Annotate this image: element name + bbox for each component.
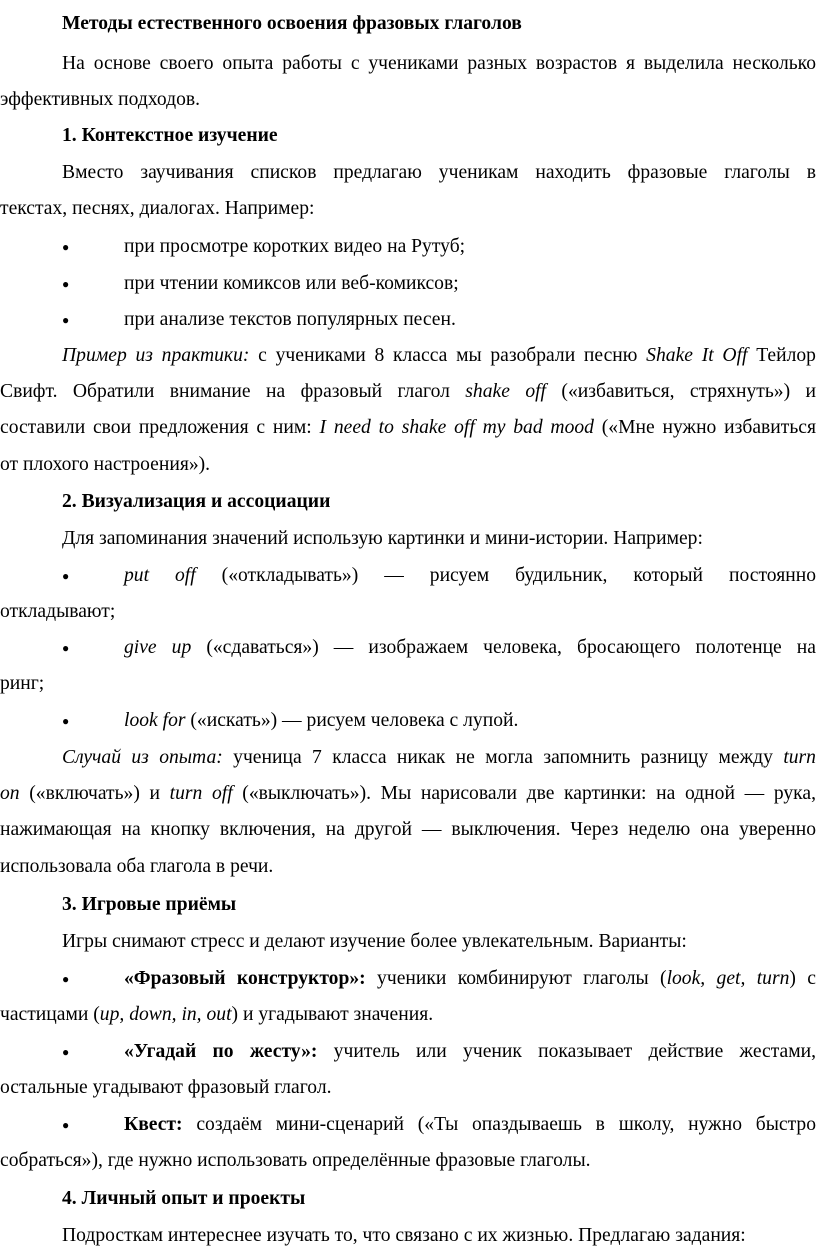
list-item: ● при просмотре коротких видео на Рутуб; <box>0 229 816 265</box>
list-item: ● при чтении комиксов или веб-комиксов; <box>0 266 816 302</box>
bullet-icon: ● <box>62 313 70 327</box>
bullet-icon: ● <box>62 714 70 728</box>
section-1-paragraph: Вместо заучивания списков предлагаю ученикам находить фразовые глаголы в текстах, песнях, диалогах. Например: <box>0 162 816 220</box>
list-item: ● give up («сдаваться») — изображаем человека, бросающего полотенце на ринг; <box>0 630 816 702</box>
document-title: Методы естественного освоения фразовых глаголов <box>62 13 522 34</box>
bullet-icon: ● <box>62 1118 70 1132</box>
intro-paragraph: На основе своего опыта работы с учениками разных возрастов я выделила несколько эффективных подходов. <box>0 53 816 111</box>
section-1-heading: 1. Контекстное изучение <box>62 125 278 146</box>
bullet-icon: ● <box>62 641 70 655</box>
bullet-icon: ● <box>62 569 70 583</box>
list-item: ● при анализе текстов популярных песен. <box>0 302 816 338</box>
section-4-heading: 4. Личный опыт и проекты <box>62 1188 306 1209</box>
bullet-icon: ● <box>62 240 70 254</box>
section-4-paragraph: Подросткам интереснее изучать то, что связано с их жизнью. Предлагаю задания: <box>62 1225 746 1246</box>
section-2-paragraph: Для запоминания значений использую картинки и мини-истории. Например: <box>62 528 703 549</box>
bullet-icon: ● <box>62 972 70 986</box>
section-3-heading: 3. Игровые приёмы <box>62 894 237 915</box>
section-2-case-paragraph: Случай из опыта: ученица 7 класса никак не могла запомнить разницу между turn on («включать») и turn off («выключать»). Мы нарисовали две картинки: на одной — рука, нажимающая на кнопку включения, на другой — выключения. Через неделю она уверенно использовала оба глагола в речи. <box>0 747 816 877</box>
section-3-paragraph: Игры снимают стресс и делают изучение более увлекательным. Варианты: <box>62 931 687 952</box>
bullet-icon: ● <box>62 277 70 291</box>
section-1-example-paragraph: Пример из практики: с учениками 8 класса мы разобрали песню Shake It Off Тейлор Свифт. Обратили внимание на фразовый глагол shake off («избавиться, стряхнуть») и составили свои предложения с ним: I need to shake off my bad mood («Мне нужно избавиться от плохого настроения»). <box>0 345 816 475</box>
bullet-icon: ● <box>62 1045 70 1059</box>
list-item: ● look for («искать») — рисуем человека с лупой. <box>0 703 816 739</box>
list-item: ● «Фразовый конструктор»: ученики комбинируют глаголы (look, get, turn) с частицами (up, down, in, out) и угадывают значения. <box>0 961 816 1033</box>
list-item: ● «Угадай по жесту»: учитель или ученик показывает действие жестами, остальные угадывают фразовый глагол. <box>0 1034 816 1106</box>
list-item: ● put off («откладывать») — рисуем будильник, который постоянно откладывают; <box>0 558 816 630</box>
list-item: ● Квест: создаём мини-сценарий («Ты опаздываешь в школу, нужно быстро собраться»), где нужно использовать определённые фразовые глаголы. <box>0 1107 816 1179</box>
section-2-heading: 2. Визуализация и ассоциации <box>62 491 331 512</box>
